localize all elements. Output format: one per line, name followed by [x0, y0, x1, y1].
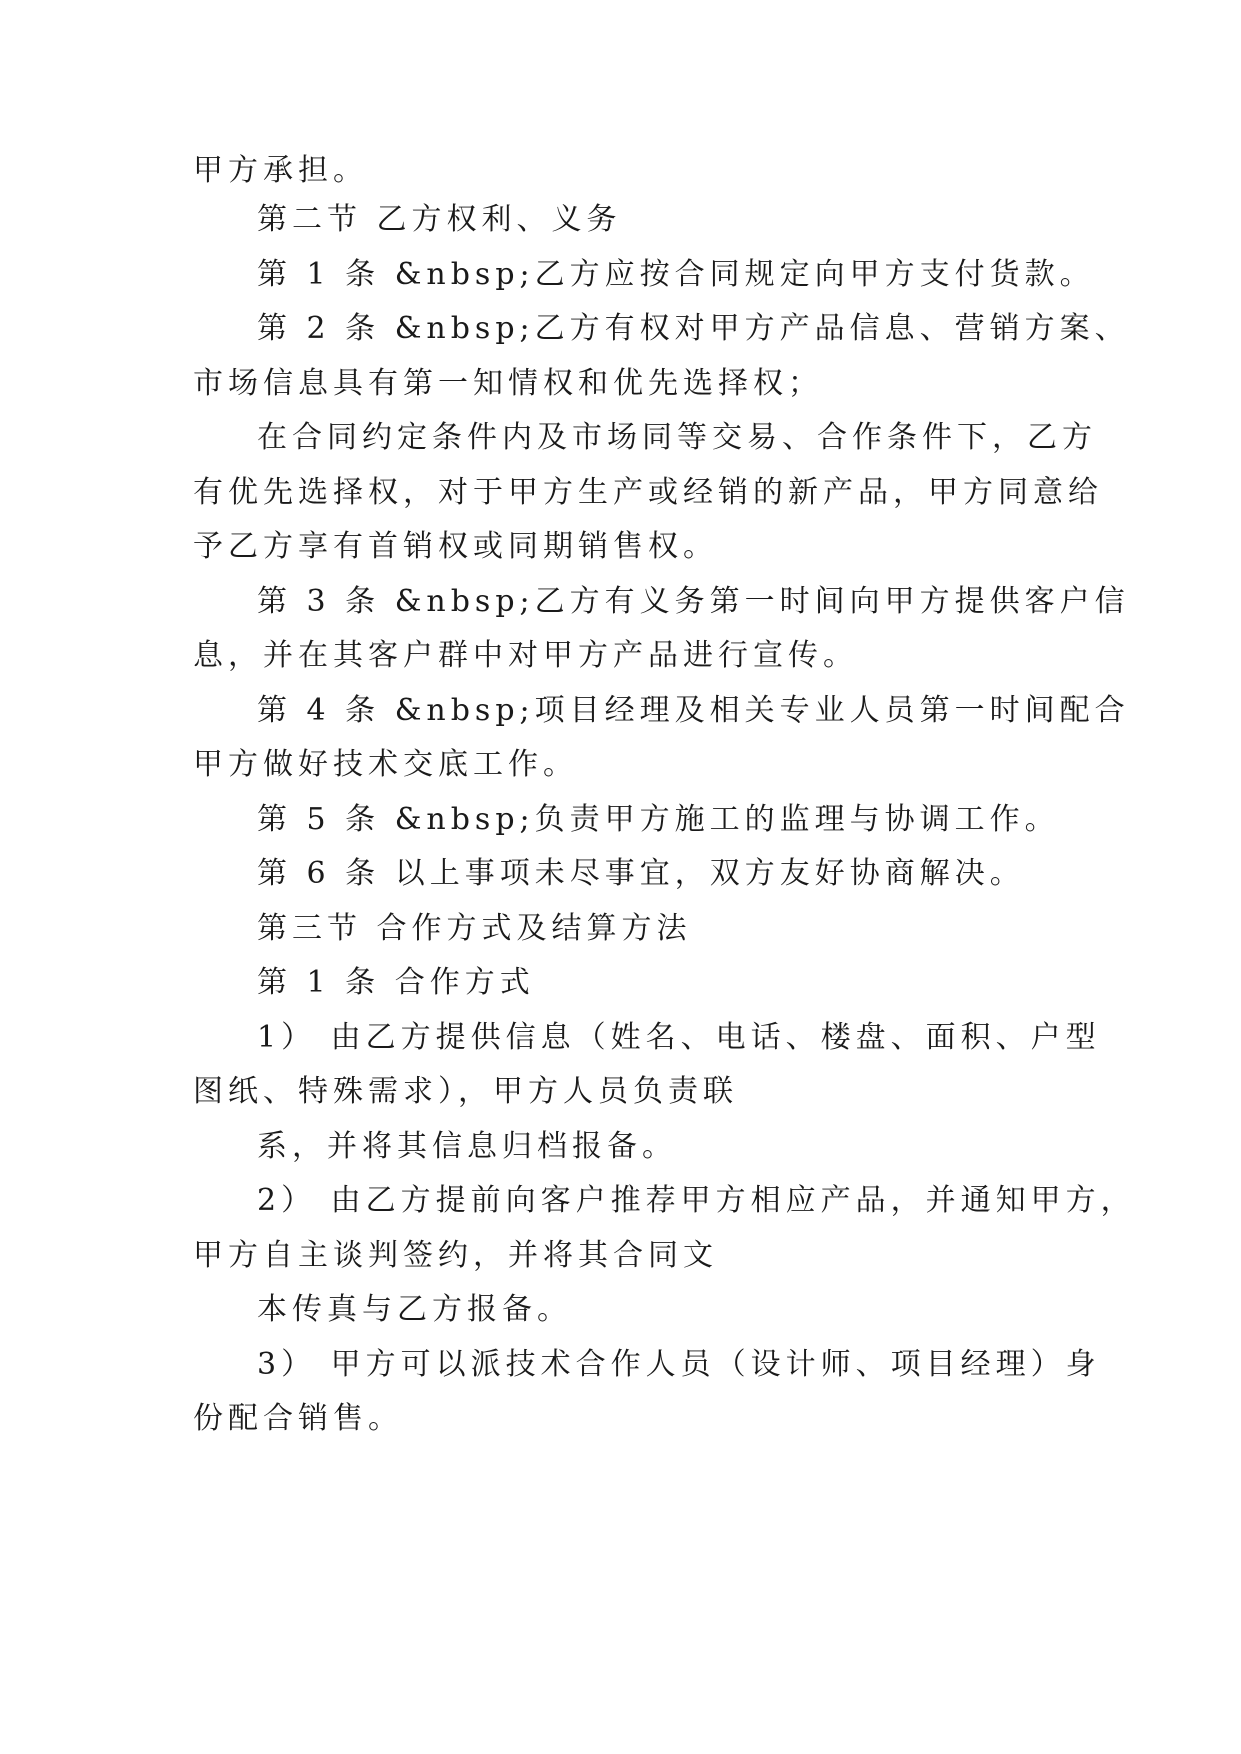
section-heading: 第二节 乙方权利、义务	[257, 202, 622, 237]
list-item: 3） 甲方可以派技术合作人员（设计师、项目经理）身	[257, 1347, 1101, 1382]
text-line: 甲方做好技术交底工作。	[193, 747, 578, 782]
text-line: 市场信息具有第一知情权和优先选择权；	[193, 366, 823, 401]
article-line: 第 5 条 &nbsp;负责甲方施工的监理与协调工作。	[257, 802, 1060, 837]
text-line: 份配合销售。	[193, 1401, 403, 1436]
text-line: 甲方承担。	[193, 153, 368, 188]
article-line: 第 3 条 &nbsp;乙方有义务第一时间向甲方提供客户信	[257, 584, 1130, 619]
list-item: 1） 由乙方提供信息（姓名、电话、楼盘、面积、户型	[257, 1020, 1101, 1055]
text-line: 在合同约定条件内及市场同等交易、合作条件下，乙方	[257, 420, 1097, 455]
article-line: 第 4 条 &nbsp;项目经理及相关专业人员第一时间配合	[257, 693, 1130, 728]
article-line: 第 6 条 以上事项未尽事宜，双方友好协商解决。	[257, 856, 1025, 891]
text-line: 息，并在其客户群中对甲方产品进行宣传。	[193, 638, 858, 673]
section-heading: 第三节 合作方式及结算方法	[257, 911, 692, 946]
text-line: 图纸、特殊需求），甲方人员负责联	[193, 1074, 738, 1109]
text-line: 有优先选择权，对于甲方生产或经销的新产品，甲方同意给	[193, 475, 1103, 510]
text-line: 甲方自主谈判签约，并将其合同文	[193, 1238, 718, 1273]
text-line: 予乙方享有首销权或同期销售权。	[193, 529, 718, 564]
article-line: 第 2 条 &nbsp;乙方有权对甲方产品信息、营销方案、	[257, 311, 1130, 346]
text-line: 本传真与乙方报备。	[257, 1292, 572, 1327]
article-line: 第 1 条 &nbsp;乙方应按合同规定向甲方支付货款。	[257, 257, 1095, 292]
text-line: 系，并将其信息归档报备。	[257, 1129, 677, 1164]
list-item: 2） 由乙方提前向客户推荐甲方相应产品，并通知甲方，	[257, 1183, 1136, 1218]
article-line: 第 1 条 合作方式	[257, 965, 535, 1000]
